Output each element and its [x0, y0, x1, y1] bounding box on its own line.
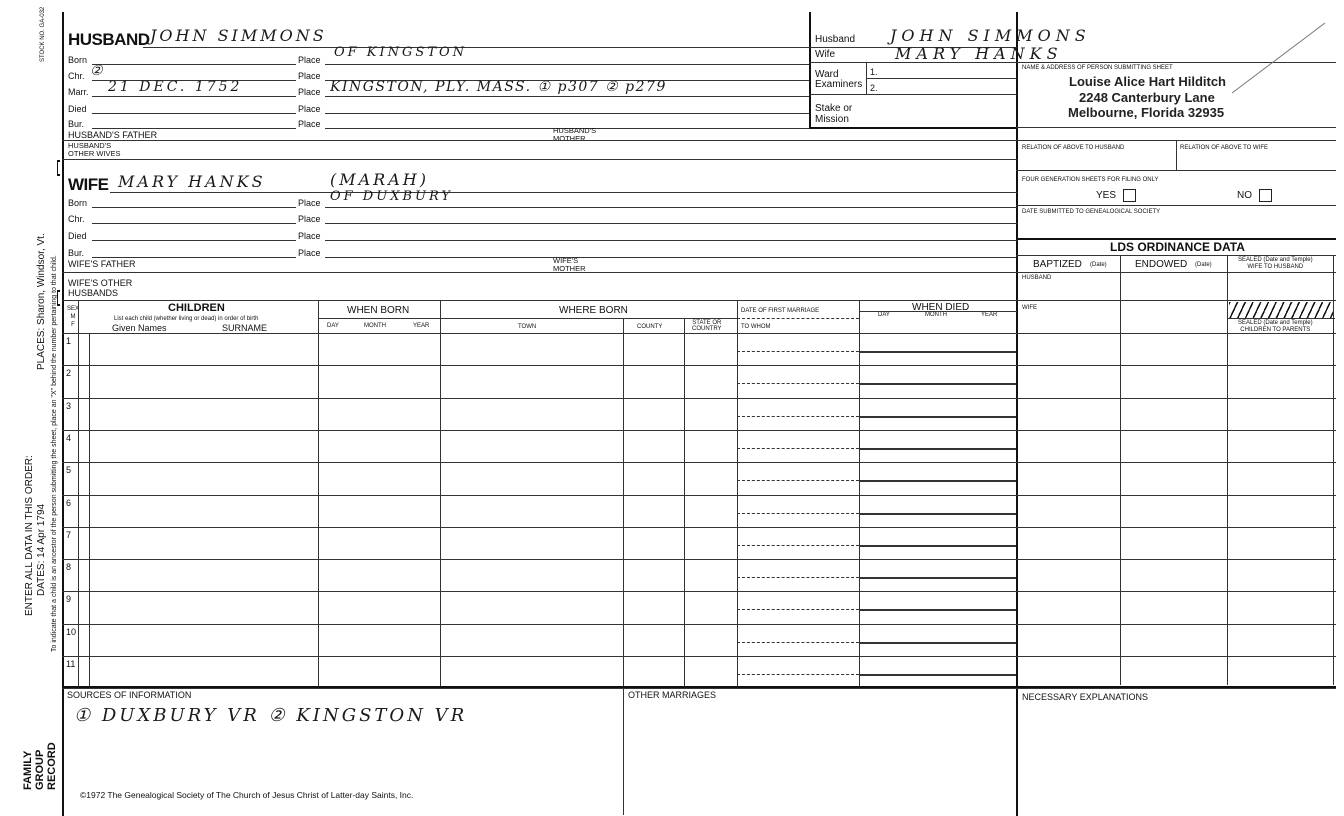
right-panel-edge — [1333, 255, 1334, 685]
wifes-other-husbands-label: WIFE'S OTHER HUSBANDS — [68, 278, 133, 298]
rule — [92, 207, 296, 208]
child-row-divider — [62, 495, 1336, 496]
right-panel-divider — [1016, 12, 1018, 816]
husband-chr-label: Chr. — [68, 71, 85, 81]
child-row-divider — [62, 688, 1336, 689]
relation-divider — [1176, 140, 1177, 170]
first-marriage-date-line — [737, 448, 859, 449]
death-date-line — [859, 383, 1016, 385]
child-row-number: 7 — [66, 530, 72, 540]
rule — [62, 159, 1017, 160]
child-row-number: 6 — [66, 498, 72, 508]
baptized-label: BAPTIZED — [1033, 259, 1082, 270]
rule — [325, 240, 1017, 241]
rule — [1016, 205, 1336, 206]
husband-chr-place-label: Place — [298, 71, 321, 81]
child-row-divider — [62, 591, 1336, 592]
wife-chr-label: Chr. — [68, 214, 85, 224]
first-marriage-date-line — [737, 351, 859, 352]
lds-husband-label: HUSBAND — [1022, 275, 1052, 281]
rule — [62, 272, 1017, 273]
child-row-number: 9 — [66, 594, 72, 604]
husband-marr-date-handwritten: 21 DEC. 1752 — [108, 79, 243, 95]
rule — [325, 64, 809, 65]
side-places-note: PLACES: Sharon, Windsor, Vt. — [36, 233, 47, 370]
rule — [62, 300, 1017, 301]
husband-bur-place-label: Place — [298, 119, 321, 129]
submitter-street: 2248 Canterbury Lane — [1079, 90, 1215, 105]
rule — [737, 318, 859, 319]
died-day-header: DAY — [878, 312, 890, 318]
wife-bur-place-label: Place — [298, 248, 321, 258]
child-row-divider — [62, 398, 1336, 399]
given-names-header: Given Names — [112, 323, 167, 333]
child-row-number: 11 — [66, 659, 76, 669]
first-marriage-date-line — [737, 383, 859, 384]
wife-name-line — [110, 192, 1017, 193]
husband-chr-mark: ② — [90, 63, 103, 79]
husbands-mother-label: HUSBAND'S MOTHER — [553, 126, 597, 143]
first-marriage-date-line — [737, 513, 859, 514]
no-label: NO — [1237, 190, 1252, 201]
died-year-header: YEAR — [981, 312, 998, 318]
submitter-city: Melbourne, Florida 32935 — [1068, 105, 1225, 120]
child-row-number: 1 — [66, 336, 72, 346]
stake-mission-label: Stake or Mission — [815, 103, 853, 125]
examiners-label: Examiners — [815, 79, 863, 90]
death-date-line — [859, 448, 1016, 450]
lds-wife-label: WIFE — [1022, 305, 1037, 311]
relation-to-wife-label: RELATION OF ABOVE TO WIFE — [1180, 145, 1269, 151]
lds-col-divider-1 — [1120, 255, 1121, 685]
first-marriage-date-line — [737, 416, 859, 417]
husband-marr-place-label: Place — [298, 87, 321, 97]
death-date-line — [859, 513, 1016, 515]
wife-born-place-handwritten: OF DUXBURY — [330, 189, 453, 204]
death-date-line — [859, 577, 1016, 579]
rule — [866, 78, 1017, 79]
rule — [1016, 300, 1336, 301]
diagonal-pen-mark — [1230, 18, 1330, 98]
sex-header: SEX M F — [67, 306, 80, 328]
submitter-name: Louise Alice Hart Hilditch — [1069, 74, 1226, 89]
header-husband-label: Husband — [815, 34, 856, 45]
child-row-divider — [62, 527, 1336, 528]
sealed-wife-to-husband-label: SEALED (Date and Temple) WIFE TO HUSBAND — [1238, 257, 1313, 270]
death-date-line — [859, 480, 1016, 482]
side-enter-order: ENTER ALL DATA IN THIS ORDER: — [24, 455, 35, 616]
rule — [325, 113, 809, 114]
col-town — [440, 300, 441, 686]
children-instruction: List each child (whether living or dead) in order of birth — [114, 316, 259, 322]
yes-label: YES — [1096, 190, 1117, 201]
child-row-divider — [62, 365, 1336, 366]
four-generation-label: FOUR GENERATION SHEETS FOR FILING ONLY — [1022, 177, 1159, 183]
husband-born-place-handwritten: OF KINGSTON — [334, 45, 468, 60]
relation-to-husband-label: RELATION OF ABOVE TO HUSBAND — [1022, 145, 1125, 151]
sources-handwritten: ① DUXBURY VR ② KINGSTON VR — [74, 705, 468, 726]
rule — [92, 96, 296, 97]
header-divider — [809, 12, 811, 127]
when-died-header: WHEN DIED — [912, 302, 970, 313]
wifes-father-label: WIFE'S FATHER — [68, 259, 136, 269]
rule — [92, 64, 296, 65]
sealed-children-to-parents-label: SEALED (Date and Temple) CHILDREN TO PARENTS — [1238, 320, 1313, 333]
husband-title: HUSBAND — [68, 30, 150, 49]
rule — [92, 257, 296, 258]
husband-name-line — [143, 47, 809, 48]
wife-died-label: Died — [68, 231, 87, 241]
husband-marr-place-handwritten: KINGSTON, PLY. MASS. ① p307 ② p279 — [330, 79, 667, 95]
first-marriage-header: DATE OF FIRST MARRIAGE — [741, 308, 820, 314]
first-marriage-date-line — [737, 642, 859, 643]
child-row-divider — [62, 624, 1336, 625]
when-born-header: WHEN BORN — [347, 305, 410, 316]
husbands-other-wives-label: HUSBAND'S OTHER WIVES — [68, 141, 121, 158]
child-row-number: 3 — [66, 401, 72, 411]
wife-born-place-label: Place — [298, 198, 321, 208]
family-group-record-label: FAMILY GROUP RECORD — [22, 742, 58, 790]
stock-number: STOCK NO. GA-032 — [40, 6, 46, 62]
county-header: COUNTY — [637, 324, 663, 330]
town-header: TOWN — [518, 324, 537, 330]
child-row-divider — [62, 656, 1336, 657]
col-died — [859, 300, 860, 686]
necessary-explanations-label: NECESSARY EXPLANATIONS — [1022, 692, 1149, 702]
rule — [325, 223, 1017, 224]
death-date-line — [859, 545, 1016, 547]
rule — [1016, 127, 1336, 128]
header-wife-handwritten: MARY HANKS — [895, 44, 1063, 63]
born-day-header: DAY — [327, 323, 339, 329]
col-name — [89, 333, 90, 686]
born-year-header: YEAR — [413, 323, 430, 329]
first-marriage-date-line — [737, 577, 859, 578]
wife-died-place-label: Place — [298, 231, 321, 241]
rule — [809, 94, 1017, 95]
husband-died-place-label: Place — [298, 104, 321, 114]
wife-alt-name-handwritten: (MARAH) — [330, 170, 429, 189]
death-date-line — [859, 642, 1016, 644]
rule — [92, 128, 296, 129]
husband-died-label: Died — [68, 104, 87, 114]
to-whom-header: TO WHOM — [741, 324, 771, 330]
child-row-divider — [62, 430, 1336, 431]
husband-born-place-label: Place — [298, 55, 321, 65]
examiner-1-label: 1. — [870, 67, 878, 77]
child-row-number: 4 — [66, 433, 72, 443]
death-date-line — [859, 674, 1016, 676]
rule — [1016, 272, 1336, 273]
died-month-header: MONTH — [925, 312, 947, 318]
death-date-line — [859, 609, 1016, 611]
col-marriage — [737, 300, 738, 686]
husband-bur-label: Bur. — [68, 119, 85, 129]
endowed-label: ENDOWED — [1135, 259, 1188, 270]
sources-label: SOURCES OF INFORMATION — [67, 690, 192, 700]
husband-born-label: Born — [68, 55, 88, 65]
rule — [325, 207, 1017, 208]
rule — [325, 257, 1017, 258]
child-row-divider — [62, 462, 1336, 463]
col-sex — [78, 300, 79, 686]
wife-title: WIFE — [68, 175, 109, 194]
yes-checkbox[interactable] — [1123, 189, 1136, 202]
margin-bracket — [57, 160, 60, 176]
children-header-bottom — [62, 333, 1336, 334]
child-row-number: 8 — [66, 562, 72, 572]
death-date-line — [859, 351, 1016, 353]
examiner-2-label: 2. — [870, 83, 878, 93]
header-husband-handwritten: JOHN SIMMONS — [890, 26, 1091, 45]
side-child-ancestor-note: To indicate that a child is an ancestor of the person submitting the sheet, place an "X" behind the number pertaining to that child. — [51, 255, 58, 652]
wife-bur-label: Bur. — [68, 248, 85, 258]
first-marriage-date-line — [737, 545, 859, 546]
wifes-mother-label: WIFE'S MOTHER — [553, 256, 586, 273]
husband-name-handwritten: JOHN SIMMONS — [150, 26, 327, 45]
col-state — [684, 318, 685, 686]
header-wife-label: Wife — [815, 49, 835, 60]
rule — [92, 223, 296, 224]
copyright: ©1972 The Genealogical Society of The Church of Jesus Christ of Latter-day Saints, Inc. — [80, 790, 414, 800]
left-border — [62, 12, 64, 816]
child-row-number: 10 — [66, 627, 77, 637]
endowed-date-tag: (Date) — [1195, 262, 1212, 268]
wife-chr-place-label: Place — [298, 214, 321, 224]
where-born-header: WHERE BORN — [559, 305, 628, 316]
first-marriage-date-line — [737, 480, 859, 481]
rule — [318, 318, 737, 319]
col-born-day — [318, 300, 319, 686]
lds-ordinance-title: LDS ORDINANCE DATA — [1110, 240, 1245, 254]
hatched-block — [1229, 302, 1333, 318]
rule — [1227, 318, 1335, 319]
header-box-bottom — [809, 127, 1017, 129]
date-submitted-label: DATE SUBMITTED TO GENEALOGICAL SOCIETY — [1022, 209, 1161, 215]
first-marriage-date-line — [737, 609, 859, 610]
children-title: CHILDREN — [168, 302, 225, 314]
rule — [859, 311, 1017, 312]
submitter-label: NAME & ADDRESS OF PERSON SUBMITTING SHEET — [1022, 65, 1173, 71]
death-date-line — [859, 416, 1016, 418]
rule — [92, 240, 296, 241]
rule — [325, 96, 809, 97]
surname-header: SURNAME — [222, 323, 268, 333]
bottom-section-top — [62, 686, 1336, 688]
margin-bracket — [57, 290, 60, 306]
rule — [92, 113, 296, 114]
other-marriages-label: OTHER MARRIAGES — [628, 690, 717, 700]
rule — [1016, 255, 1336, 256]
husband-marr-label: Marr. — [68, 87, 89, 97]
rule — [1016, 170, 1336, 171]
first-marriage-date-line — [737, 674, 859, 675]
child-row-divider — [62, 559, 1336, 560]
side-dates-note: DATES: 14 Apr 1794 — [36, 503, 47, 596]
lds-col-divider-2 — [1227, 255, 1228, 685]
state-country-header: STATE OR COUNTRY — [692, 320, 722, 332]
wife-name-handwritten: MARY HANKS — [118, 172, 266, 191]
rule — [809, 62, 1017, 63]
rule — [62, 140, 1017, 141]
baptized-date-tag: (Date) — [1090, 262, 1107, 268]
col-county — [623, 318, 624, 815]
wife-born-label: Born — [68, 198, 88, 208]
husbands-father-label: HUSBAND'S FATHER — [68, 130, 158, 140]
born-month-header: MONTH — [364, 323, 386, 329]
child-row-number: 5 — [66, 465, 72, 475]
no-checkbox[interactable] — [1259, 189, 1272, 202]
ward-label: Ward — [815, 69, 839, 80]
child-row-number: 2 — [66, 368, 72, 378]
